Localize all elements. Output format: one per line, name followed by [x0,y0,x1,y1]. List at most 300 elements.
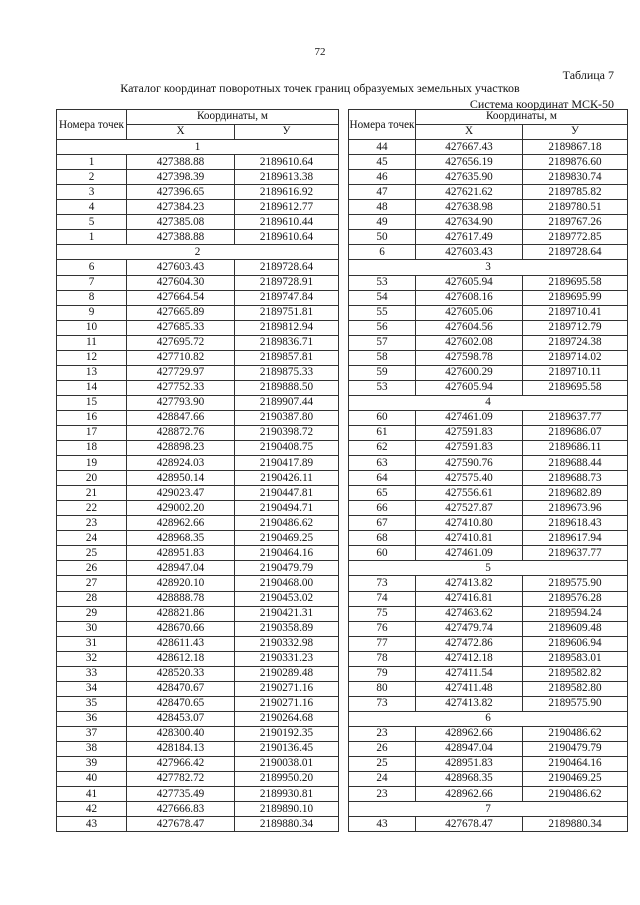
y-coordinate: 2189728.64 [235,260,339,275]
point-number: 67 [349,516,416,531]
point-number: 29 [57,606,127,621]
group-number: 7 [349,802,628,817]
x-coordinate: 427410.80 [416,516,523,531]
table-row [57,441,339,456]
y-coordinate: 2190494.71 [235,501,339,516]
point-number: 79 [349,666,416,681]
y-coordinate: 2190358.89 [235,621,339,636]
x-coordinate: 427385.08 [127,215,235,230]
point-number: 28 [57,591,127,606]
table-row [57,621,339,636]
point-number: 56 [349,320,416,335]
header-x: X [127,125,235,140]
y-coordinate: 2189751.81 [235,305,339,320]
y-coordinate: 2190479.79 [523,741,628,756]
y-coordinate: 2190192.35 [235,726,339,741]
point-number: 62 [349,441,416,456]
table-row [349,516,628,531]
table-row [349,501,628,516]
table-row [349,696,628,711]
point-number: 73 [349,696,416,711]
x-coordinate: 428950.14 [127,471,235,486]
y-coordinate: 2189613.38 [235,170,339,185]
table-row [57,170,339,185]
point-number: 13 [57,365,127,380]
table-row [349,275,628,290]
x-coordinate: 428962.66 [127,516,235,531]
table-row [57,741,339,756]
x-coordinate: 427667.43 [416,140,523,155]
table-row [57,787,339,802]
header-y: У [235,125,339,140]
table-row [57,155,339,170]
table-row [349,170,628,185]
x-coordinate: 428951.83 [127,546,235,561]
y-coordinate: 2189610.64 [235,230,339,245]
y-coordinate: 2190398.72 [235,425,339,440]
table-row [57,290,339,305]
group-row [349,395,628,410]
table-row [57,215,339,230]
group-number: 5 [349,561,628,576]
x-coordinate: 427461.09 [416,410,523,425]
y-coordinate: 2189686.07 [523,425,628,440]
y-coordinate: 2189867.18 [523,140,628,155]
point-number: 31 [57,636,127,651]
y-coordinate: 2189875.33 [235,365,339,380]
table-label: Таблица 7 [562,68,614,82]
table-row [57,395,339,410]
y-coordinate: 2189686.11 [523,441,628,456]
y-coordinate: 2190469.25 [523,772,628,787]
point-number: 9 [57,305,127,320]
x-coordinate: 427621.62 [416,185,523,200]
table-row [349,726,628,741]
y-coordinate: 2189857.81 [235,350,339,365]
x-coordinate: 428924.03 [127,456,235,471]
point-number: 19 [57,456,127,471]
x-coordinate: 427590.76 [416,456,523,471]
x-coordinate: 427388.88 [127,155,235,170]
point-number: 43 [57,817,127,832]
y-coordinate: 2190136.45 [235,741,339,756]
table-row [349,681,628,696]
x-coordinate: 427665.89 [127,305,235,320]
table-row [349,787,628,802]
x-coordinate: 427384.23 [127,200,235,215]
point-number: 75 [349,606,416,621]
table-row [349,230,628,245]
point-number: 73 [349,576,416,591]
table-row [349,621,628,636]
table-row [349,576,628,591]
point-number: 23 [57,516,127,531]
header-coordinates: Координаты, м [127,110,339,125]
table-row [349,741,628,756]
y-coordinate: 2190447.81 [235,486,339,501]
table-row [57,531,339,546]
table-row [57,471,339,486]
point-number: 43 [349,817,416,832]
table-row [57,576,339,591]
point-number: 38 [57,741,127,756]
y-coordinate: 2189582.82 [523,666,628,681]
point-number: 7 [57,275,127,290]
point-number: 53 [349,275,416,290]
group-row [349,802,628,817]
coordinates-table-left [56,109,339,832]
table-row [349,245,628,260]
x-coordinate: 427608.16 [416,290,523,305]
table-row [349,410,628,425]
header-coordinates: Координаты, м [416,110,628,125]
group-number: 2 [57,245,339,260]
point-number: 66 [349,501,416,516]
point-number: 48 [349,200,416,215]
group-row [57,140,339,155]
table-row [57,501,339,516]
x-coordinate: 428300.40 [127,726,235,741]
point-number: 41 [57,787,127,802]
table-row [57,696,339,711]
x-coordinate: 428888.78 [127,591,235,606]
group-row [57,245,339,260]
y-coordinate: 2189616.92 [235,185,339,200]
y-coordinate: 2189950.20 [235,772,339,787]
table-row [349,772,628,787]
point-number: 24 [57,531,127,546]
y-coordinate: 2189712.79 [523,320,628,335]
point-number: 42 [57,802,127,817]
y-coordinate: 2189890.10 [235,802,339,817]
y-coordinate: 2190486.62 [523,726,628,741]
point-number: 1 [57,230,127,245]
point-number: 11 [57,335,127,350]
y-coordinate: 2190464.16 [235,546,339,561]
point-number: 46 [349,170,416,185]
table-row [57,230,339,245]
point-number: 53 [349,380,416,395]
x-coordinate: 427472.86 [416,636,523,651]
y-coordinate: 2189710.41 [523,305,628,320]
catalog-title: Каталог координат поворотных точек границ образуемых земельных участков [120,81,520,95]
x-coordinate: 427966.42 [127,757,235,772]
table-row [57,335,339,350]
point-number: 77 [349,636,416,651]
x-coordinate: 427735.49 [127,787,235,802]
y-coordinate: 2189682.89 [523,486,628,501]
point-number: 68 [349,531,416,546]
y-coordinate: 2189575.90 [523,696,628,711]
point-number: 2 [57,170,127,185]
table-row [57,711,339,726]
x-coordinate: 427793.90 [127,395,235,410]
x-coordinate: 427729.97 [127,365,235,380]
x-coordinate: 427591.83 [416,425,523,440]
point-number: 78 [349,651,416,666]
x-coordinate: 428611.43 [127,636,235,651]
y-coordinate: 2189610.44 [235,215,339,230]
x-coordinate: 427461.09 [416,546,523,561]
x-coordinate: 428847.66 [127,410,235,425]
table-row [57,200,339,215]
x-coordinate: 428821.86 [127,606,235,621]
point-number: 6 [57,260,127,275]
point-number: 21 [57,486,127,501]
table-row [349,636,628,651]
x-coordinate: 427752.33 [127,380,235,395]
group-row [349,561,628,576]
y-coordinate: 2189880.34 [523,817,628,832]
point-number: 65 [349,486,416,501]
y-coordinate: 2189728.64 [523,245,628,260]
x-coordinate: 428470.65 [127,696,235,711]
x-coordinate: 427605.94 [416,275,523,290]
point-number: 35 [57,696,127,711]
y-coordinate: 2190264.68 [235,711,339,726]
point-number: 80 [349,681,416,696]
x-coordinate: 427411.48 [416,681,523,696]
y-coordinate: 2189695.58 [523,275,628,290]
point-number: 23 [349,726,416,741]
point-number: 59 [349,365,416,380]
x-coordinate: 428968.35 [127,531,235,546]
x-coordinate: 427603.43 [416,245,523,260]
x-coordinate: 427678.47 [127,817,235,832]
x-coordinate: 427685.33 [127,320,235,335]
point-number: 63 [349,456,416,471]
point-number: 57 [349,335,416,350]
table-row [349,305,628,320]
table-row [57,305,339,320]
point-number: 18 [57,441,127,456]
x-coordinate: 427638.98 [416,200,523,215]
table-row [349,350,628,365]
group-number: 3 [349,260,628,275]
y-coordinate: 2189688.44 [523,456,628,471]
point-number: 14 [57,380,127,395]
point-number: 45 [349,155,416,170]
x-coordinate: 428898.23 [127,441,235,456]
table-row [57,772,339,787]
x-coordinate: 427617.49 [416,230,523,245]
group-number: 1 [57,140,339,155]
x-coordinate: 428453.07 [127,711,235,726]
y-coordinate: 2190331.23 [235,651,339,666]
y-coordinate: 2189612.77 [235,200,339,215]
x-coordinate: 429023.47 [127,486,235,501]
x-coordinate: 427412.18 [416,651,523,666]
group-row [349,711,628,726]
x-coordinate: 428962.66 [416,726,523,741]
table-row [57,350,339,365]
table-row [57,275,339,290]
point-number: 30 [57,621,127,636]
y-coordinate: 2190038.01 [235,757,339,772]
y-coordinate: 2189606.94 [523,636,628,651]
point-number: 26 [57,561,127,576]
y-coordinate: 2189880.34 [235,817,339,832]
table-row [57,591,339,606]
point-number: 55 [349,305,416,320]
table-row [57,456,339,471]
x-coordinate: 427527.87 [416,501,523,516]
table-row [57,651,339,666]
x-coordinate: 427666.83 [127,802,235,817]
table-row [349,425,628,440]
point-number: 60 [349,410,416,425]
table-row [349,185,628,200]
y-coordinate: 2189780.51 [523,200,628,215]
table-row [349,320,628,335]
point-number: 3 [57,185,127,200]
table-row [349,365,628,380]
point-number: 37 [57,726,127,741]
point-number: 4 [57,200,127,215]
point-number: 76 [349,621,416,636]
x-coordinate: 428962.66 [416,787,523,802]
y-coordinate: 2189583.01 [523,651,628,666]
x-coordinate: 428670.66 [127,621,235,636]
y-coordinate: 2190486.62 [235,516,339,531]
table-row [349,531,628,546]
y-coordinate: 2190421.31 [235,606,339,621]
table-row [349,606,628,621]
point-number: 61 [349,425,416,440]
y-coordinate: 2190289.48 [235,666,339,681]
y-coordinate: 2190469.25 [235,531,339,546]
table-body-right [349,140,628,832]
y-coordinate: 2189710.11 [523,365,628,380]
group-number: 6 [349,711,628,726]
table-row [57,260,339,275]
point-number: 17 [57,425,127,440]
x-coordinate: 427678.47 [416,817,523,832]
table-row [349,290,628,305]
header-y: У [523,125,628,140]
x-coordinate: 427479.74 [416,621,523,636]
x-coordinate: 428951.83 [416,757,523,772]
group-row [349,260,628,275]
y-coordinate: 2189609.48 [523,621,628,636]
y-coordinate: 2190271.16 [235,681,339,696]
x-coordinate: 427634.90 [416,215,523,230]
y-coordinate: 2189728.91 [235,275,339,290]
point-number: 58 [349,350,416,365]
table-row [57,486,339,501]
y-coordinate: 2189830.74 [523,170,628,185]
x-coordinate: 427664.54 [127,290,235,305]
point-number: 50 [349,230,416,245]
x-coordinate: 427604.30 [127,275,235,290]
group-number: 4 [349,395,628,410]
x-coordinate: 427598.78 [416,350,523,365]
page-number: 72 [314,46,326,58]
x-coordinate: 427605.94 [416,380,523,395]
point-number: 40 [57,772,127,787]
table-row [349,335,628,350]
y-coordinate: 2189876.60 [523,155,628,170]
point-number: 60 [349,546,416,561]
point-number: 12 [57,350,127,365]
y-coordinate: 2189724.38 [523,335,628,350]
point-number: 36 [57,711,127,726]
y-coordinate: 2190479.79 [235,561,339,576]
x-coordinate: 427413.82 [416,576,523,591]
y-coordinate: 2189673.96 [523,501,628,516]
y-coordinate: 2190271.16 [235,696,339,711]
point-number: 54 [349,290,416,305]
point-number: 25 [349,757,416,772]
table-row [349,441,628,456]
x-coordinate: 427782.72 [127,772,235,787]
point-number: 10 [57,320,127,335]
y-coordinate: 2190468.00 [235,576,339,591]
x-coordinate: 428872.76 [127,425,235,440]
point-number: 24 [349,772,416,787]
table-body-left [57,140,339,832]
table-row [349,200,628,215]
point-number: 6 [349,245,416,260]
coordinate-system-label: Система координат МСК-50 [469,97,614,111]
point-number: 49 [349,215,416,230]
point-number: 39 [57,757,127,772]
table-row [57,636,339,651]
table-row [349,666,628,681]
x-coordinate: 428947.04 [416,741,523,756]
x-coordinate: 427463.62 [416,606,523,621]
table-row [349,651,628,666]
x-coordinate: 427575.40 [416,471,523,486]
point-number: 27 [57,576,127,591]
y-coordinate: 2190387.80 [235,410,339,425]
point-number: 23 [349,787,416,802]
table-row [349,471,628,486]
x-coordinate: 428520.33 [127,666,235,681]
x-coordinate: 427410.81 [416,531,523,546]
point-number: 74 [349,591,416,606]
coordinates-table-right [348,109,628,832]
x-coordinate: 427602.08 [416,335,523,350]
y-coordinate: 2189610.64 [235,155,339,170]
y-coordinate: 2189747.84 [235,290,339,305]
x-coordinate: 427396.65 [127,185,235,200]
x-coordinate: 427695.72 [127,335,235,350]
y-coordinate: 2189836.71 [235,335,339,350]
y-coordinate: 2190464.16 [523,757,628,772]
y-coordinate: 2190332.98 [235,636,339,651]
x-coordinate: 427603.43 [127,260,235,275]
table-row [349,486,628,501]
point-number: 15 [57,395,127,410]
header-x: X [416,125,523,140]
table-row [349,757,628,772]
x-coordinate: 427388.88 [127,230,235,245]
point-number: 64 [349,471,416,486]
y-coordinate: 2189695.58 [523,380,628,395]
point-number: 22 [57,501,127,516]
table-row [57,561,339,576]
y-coordinate: 2190486.62 [523,787,628,802]
x-coordinate: 428920.10 [127,576,235,591]
table-row [57,410,339,425]
y-coordinate: 2190408.75 [235,441,339,456]
x-coordinate: 428947.04 [127,561,235,576]
x-coordinate: 427710.82 [127,350,235,365]
y-coordinate: 2189907.44 [235,395,339,410]
y-coordinate: 2190453.02 [235,591,339,606]
y-coordinate: 2190417.89 [235,456,339,471]
